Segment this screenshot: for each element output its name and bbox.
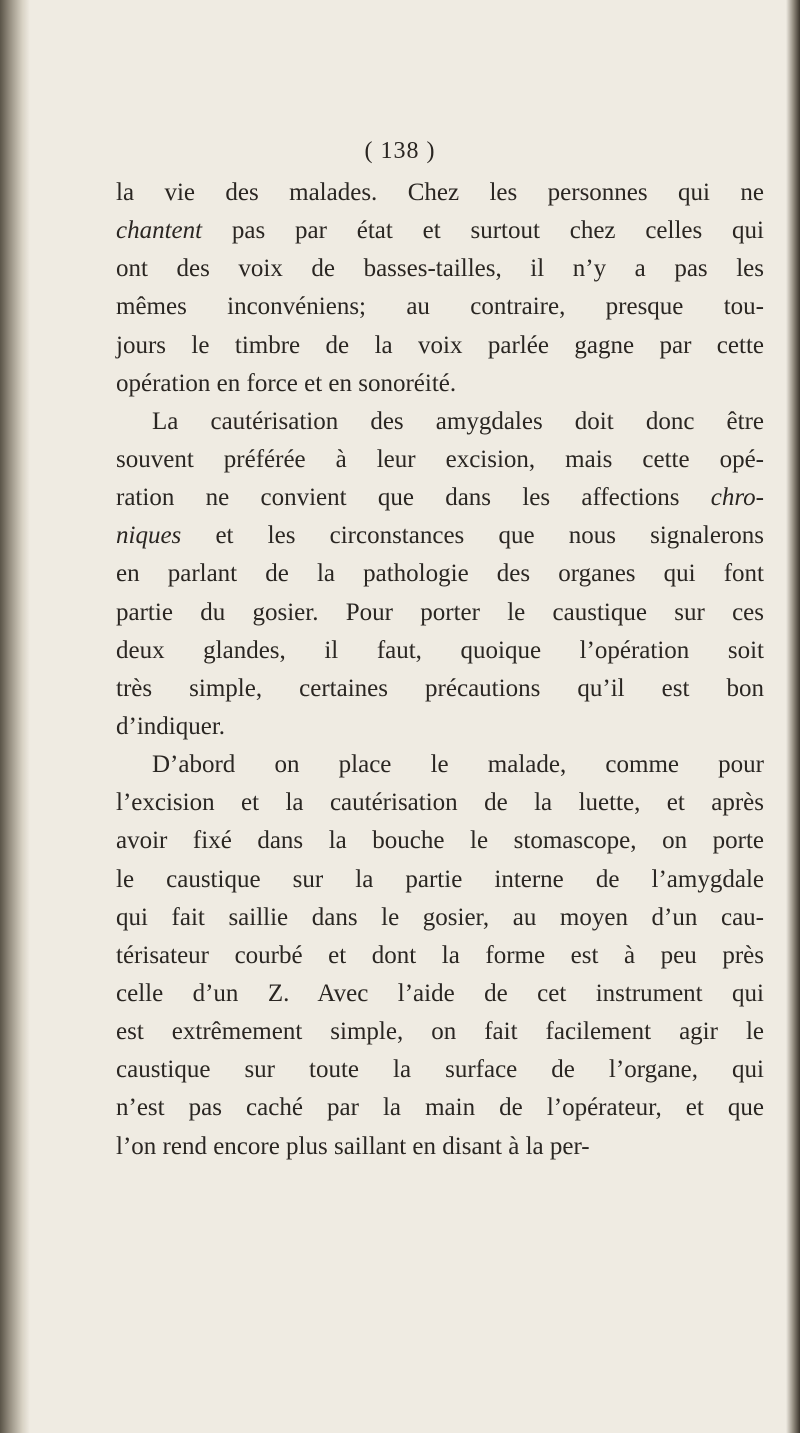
book-binding-edge <box>0 0 30 1433</box>
text-line <box>116 937 764 975</box>
text-line <box>116 1128 764 1166</box>
text-segment: caustique sur toute la surface de l’organe, qui <box>116 1056 764 1084</box>
text-line <box>116 784 764 822</box>
text-segment: la vie des malades. Chez les personnes qui ne <box>116 179 764 206</box>
text-segment: en parlant de la pathologie des organes qui font <box>116 560 764 588</box>
text-segment: d’indiquer. <box>116 712 226 740</box>
text-segment: térisateur courbé et dont la forme est à peu près <box>116 941 764 969</box>
text-line <box>116 1051 764 1089</box>
text-segment: celle d’un Z. Avec l’aide de cet instrument qui <box>116 979 764 1007</box>
text-segment: souvent préférée à leur excision, mais cette opé- <box>116 445 764 473</box>
text-line <box>116 479 764 517</box>
text-segment: D’abord on place le malade, comme pour <box>152 751 764 779</box>
text-line <box>116 441 764 479</box>
text-segment: l’excision et la cautérisation de la luette, et après <box>116 789 764 817</box>
text-line <box>116 899 764 937</box>
page-right-edge <box>786 0 800 1433</box>
text-segment: est extrêmement simple, on fait facilement agir le <box>116 1018 764 1046</box>
text-segment: deux glandes, il faut, quoique l’opération soit <box>116 636 764 664</box>
text-line <box>116 822 764 860</box>
italic-text: chro- <box>710 484 764 512</box>
text-segment: pas par état et surtout chez celles qui <box>202 217 764 245</box>
text-segment: partie du gosier. Pour porter le caustique sur ces <box>116 598 764 626</box>
text-segment: qui fait saillie dans le gosier, au moyen d’un cau- <box>116 903 764 931</box>
text-segment: avoir fixé dans la bouche le stomascope, on porte <box>116 827 764 855</box>
text-segment: opération en force et en sonoréité. <box>116 369 457 397</box>
text-line <box>116 403 764 441</box>
text-line <box>116 174 764 212</box>
text-line <box>116 594 764 632</box>
text-line <box>116 517 764 555</box>
text-segment: le caustique sur la partie interne de l’amygdale <box>116 865 764 893</box>
text-segment: jours le timbre de la voix parlée gagne par cette <box>116 331 764 359</box>
text-line <box>116 212 764 250</box>
text-segment: et les circonstances que nous signalerons <box>181 522 764 550</box>
text-line <box>116 1089 764 1127</box>
text-line <box>116 250 764 288</box>
text-segment: La cautérisation des amygdales doit donc être <box>152 407 764 435</box>
italic-text: niques <box>116 522 182 550</box>
text-line <box>116 861 764 899</box>
body-text <box>116 174 764 1166</box>
text-line <box>116 327 764 365</box>
text-line <box>116 670 764 708</box>
text-line <box>116 555 764 593</box>
text-segment: ont des voix de basses-tailles, il n’y a pas les <box>116 255 764 283</box>
italic-text: chantent <box>116 217 203 245</box>
text-line <box>116 632 764 670</box>
text-line <box>116 288 764 326</box>
text-segment: mêmes inconvéniens; au contraire, presque tou- <box>116 293 764 321</box>
text-segment: n’est pas caché par la main de l’opérateur, et que <box>116 1094 764 1122</box>
text-line <box>116 365 764 403</box>
text-segment: ration ne convient que dans les affections <box>116 484 711 512</box>
text-line <box>116 746 764 784</box>
text-segment: l’on rend encore plus saillant en disant à la per- <box>116 1132 590 1160</box>
text-segment: très simple, certaines précautions qu’il est bon <box>116 674 764 702</box>
text-line <box>116 1013 764 1051</box>
text-line <box>116 708 764 746</box>
text-line <box>116 975 764 1013</box>
page-number: ( 138 ) <box>364 138 436 164</box>
